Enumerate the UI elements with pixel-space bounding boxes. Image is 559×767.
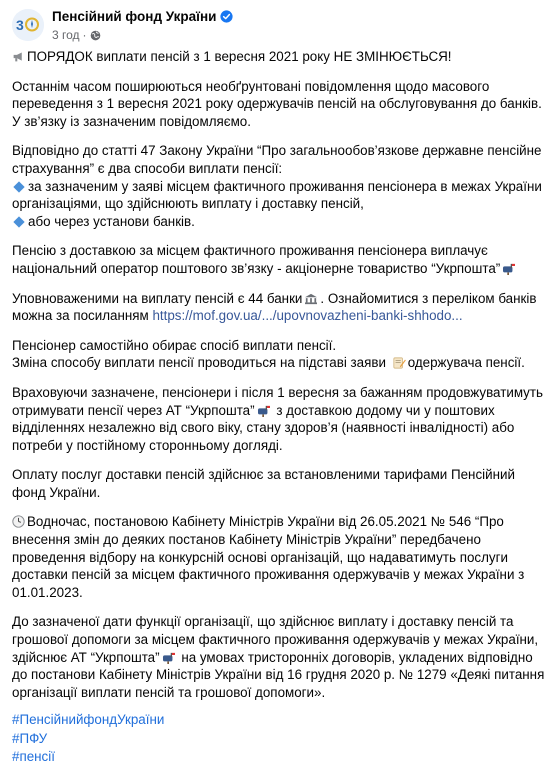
post-timestamp[interactable]: 3 год	[52, 27, 80, 42]
mailbox-icon	[257, 405, 271, 417]
post-time-row	[52, 27, 233, 45]
post-paragraph	[12, 242, 549, 277]
hashtag-link[interactable]: #пенсії	[12, 749, 55, 765]
paragraph-text: з доставкою додому чи у поштових відділеннях незалежно від свого віку, стану здоров’я (наявності інвалідності) або потреби у постійному сторонньому догляді.	[12, 402, 515, 453]
hashtag-link[interactable]: #ПенсійнийфондУкраїни	[12, 712, 165, 728]
hashtag-list	[12, 711, 549, 767]
paragraph-text: Враховуючи зазначене, пенсіонери і після 1 вересня за бажанням продовжуватимуть отримувати пенсії через АТ “Укрпошта”	[12, 384, 543, 418]
globe-icon[interactable]	[90, 30, 101, 41]
hashtag-link[interactable]: #ПФУ	[12, 730, 48, 746]
clock-icon	[12, 515, 25, 528]
separator-dot: ·	[82, 27, 87, 42]
small-blue-diamond-icon	[13, 216, 24, 227]
post-paragraph: Оплату послуг доставки пенсій здійснює за встановленими тарифами Пенсійний фонд України.	[12, 467, 515, 500]
post-paragraph	[12, 513, 549, 601]
post-paragraph	[12, 613, 549, 701]
post-meta	[52, 8, 233, 44]
paragraph-text: Уповноваженими на виплату пенсій є 44 банки	[12, 290, 303, 306]
paragraph-text: Зміна способу виплати пенсії проводиться на підставі заяви	[12, 355, 390, 371]
svg-text:3: 3	[16, 17, 24, 33]
post-paragraph	[12, 337, 549, 372]
headline-text: ПОРЯДОК виплати пенсій з 1 вересня 2021 року НЕ ЗМІНЮЄТЬСЯ!	[27, 49, 452, 64]
list-item: за зазначеним у заяві місцем фактичного проживання пенсіонера в межах України організаціями, що здійснюють виплату і доставку пенсій,	[12, 178, 542, 212]
paragraph-text: Відповідно до статті 47 Закону України “Про загальнообов’язкове державне пенсійне страхування” є два способи виплати пенсії:	[12, 143, 542, 176]
page-avatar[interactable]	[12, 9, 44, 41]
post-header	[12, 8, 549, 48]
small-blue-diamond-icon	[13, 181, 24, 192]
post-paragraph	[12, 290, 549, 325]
paragraph-text: на умовах тристоронніх договорів, укладених відповідно до постанови Кабінету Міністрів України від 16 грудня 2020 р. № 1279 «Деякі питання організації виплати пенсій та грошової допомоги».	[12, 649, 545, 700]
post-paragraph	[12, 384, 549, 454]
paragraph-text: Пенсію з доставкою за місцем фактичного проживання пенсіонера виплачує національний оператор поштового зв’язку - акціонерне товариство “Укрпошта”	[12, 243, 501, 276]
memo-icon	[392, 357, 406, 369]
post-paragraph	[12, 142, 549, 230]
page-name-row	[52, 8, 233, 26]
mailbox-icon	[502, 263, 516, 275]
list-item: або через установи банків.	[28, 213, 195, 229]
pfu-logo-icon	[12, 9, 44, 41]
verified-badge-icon	[220, 10, 233, 23]
paragraph-text: Водночас, постановою Кабінету Міністрів України від 26.05.2021 № 546 “Про внесення змін до деяких постанов Кабінету Міністрів України” передбачено проведення відбору на конкурсній основі організацій, що надаватимуть послуги доставки пенсій за місцем фактичного проживання одержувачів у межах України з 01.01.2023.	[12, 514, 525, 600]
post-paragraph	[12, 48, 549, 66]
paragraph-text: До зазначеної дати функції організації, що здійснює виплату і доставку пенсій та грошової допомоги за місцем фактичного проживання одержувачів у межах України, здійснює АТ “Укрпошта”	[12, 614, 539, 665]
banks-list-link[interactable]: https://mof.gov.ua/.../upovnovazheni-banki-shhodo...	[152, 308, 463, 324]
mailbox-icon	[162, 652, 176, 664]
paragraph-text: Пенсіонер самостійно обирає спосіб виплати пенсії.	[12, 337, 337, 353]
post-body	[12, 48, 549, 767]
paragraph-text: . Ознайомитися з переліком банків можна за посиланням	[12, 290, 537, 324]
bank-icon	[304, 293, 318, 305]
paragraph-text: одержувача пенсії.	[407, 355, 525, 371]
megaphone-icon	[12, 50, 25, 63]
post-paragraph: Останнім часом поширюються необґрунтовані повідомлення щодо масового переведення з 1 вересня 2021 року одержувачів пенсій на обслуговування до банків. У зв’язку із зазначеним повідомляємо.	[12, 78, 542, 129]
page-name-link[interactable]: Пенсійний фонд України	[52, 9, 217, 24]
